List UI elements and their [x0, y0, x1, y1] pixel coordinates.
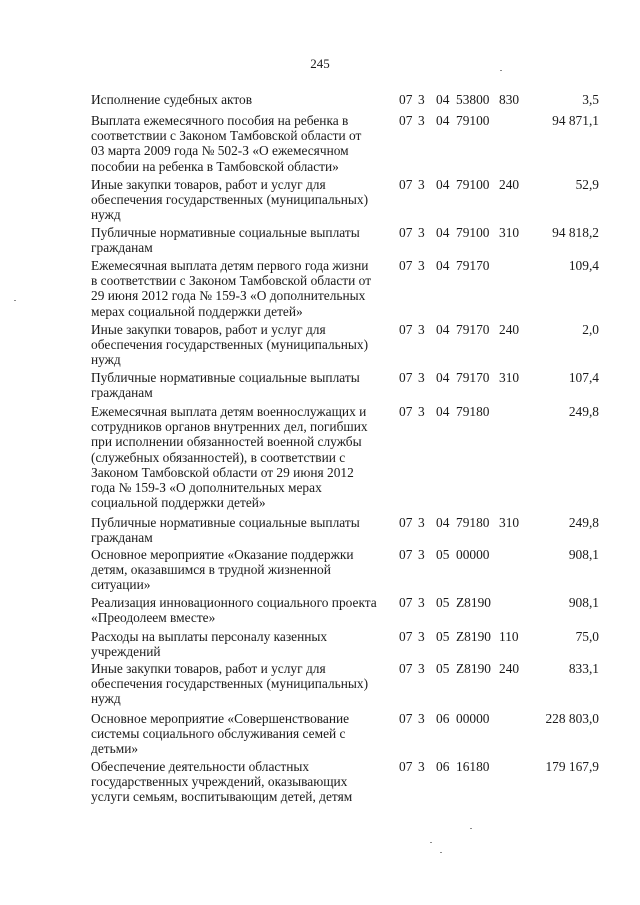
program-code: 04	[436, 258, 450, 273]
subsection-code: 3	[418, 404, 425, 419]
target-code: 79170	[456, 258, 490, 273]
row-description: Иные закупки товаров, работ и услуг для обеспечения государственных (муниципальных) нужд	[91, 177, 369, 223]
row-description: Расходы на выплаты персоналу казенных учреждений	[91, 629, 328, 660]
program-code: 06	[436, 759, 450, 774]
expense-type-code: 110	[499, 629, 519, 644]
row-description: Иные закупки товаров, работ и услуг для обеспечения государственных (муниципальных) нужд	[91, 661, 369, 707]
target-code: 16180	[456, 759, 490, 774]
subsection-code: 3	[418, 595, 425, 610]
amount: 908,1	[568, 547, 599, 562]
program-code: 04	[436, 322, 450, 337]
target-code: 79100	[456, 177, 490, 192]
program-code: 05	[436, 661, 450, 676]
amount: 2,0	[582, 322, 599, 337]
row-description: Ежемесячная выплата детям первого года жизни в соответствии с Законом Тамбовской области от 29 июня 2012 года № 159-З «О дополнительных мерах социальной поддержки детей»	[91, 258, 372, 319]
target-code: Z8190	[456, 595, 491, 610]
subsection-code: 3	[418, 661, 425, 676]
expense-type-code: 830	[499, 92, 520, 107]
program-code: 04	[436, 225, 450, 240]
section-code: 07	[399, 711, 413, 726]
row-description: Обеспечение деятельности областных государственных учреждений, оказывающих услуги семьям, воспитывающим детей, детям	[91, 759, 353, 805]
subsection-code: 3	[418, 759, 425, 774]
scan-speck	[14, 300, 16, 301]
program-code: 04	[436, 177, 450, 192]
row-description: Публичные нормативные социальные выплаты гражданам	[91, 225, 360, 256]
section-code: 07	[399, 661, 413, 676]
program-code: 05	[436, 547, 450, 562]
program-code: 05	[436, 595, 450, 610]
section-code: 07	[399, 258, 413, 273]
section-code: 07	[399, 404, 413, 419]
row-description: Основное мероприятие «Оказание поддержки детям, оказавшимся в трудной жизненной ситуации»	[91, 547, 354, 593]
expense-type-code: 240	[499, 661, 520, 676]
expense-type-code: 310	[499, 225, 520, 240]
subsection-code: 3	[418, 547, 425, 562]
amount: 249,8	[568, 515, 599, 530]
target-code: 79170	[456, 322, 490, 337]
section-code: 07	[399, 92, 413, 107]
subsection-code: 3	[418, 225, 425, 240]
target-code: 79170	[456, 370, 490, 385]
amount: 109,4	[568, 258, 599, 273]
section-code: 07	[399, 595, 413, 610]
subsection-code: 3	[418, 629, 425, 644]
subsection-code: 3	[418, 711, 425, 726]
section-code: 07	[399, 113, 413, 128]
row-description: Публичные нормативные социальные выплаты гражданам	[91, 515, 360, 546]
amount: 249,8	[568, 404, 599, 419]
target-code: 00000	[456, 547, 490, 562]
expense-type-code: 310	[499, 370, 520, 385]
amount: 52,9	[575, 177, 599, 192]
expense-type-code: 240	[499, 177, 520, 192]
target-code: 79180	[456, 404, 490, 419]
expense-type-code: 240	[499, 322, 520, 337]
amount: 94 818,2	[552, 225, 599, 240]
target-code: 53800	[456, 92, 490, 107]
amount: 179 167,9	[545, 759, 599, 774]
program-code: 04	[436, 404, 450, 419]
scan-speck	[500, 70, 502, 71]
subsection-code: 3	[418, 177, 425, 192]
row-description: Публичные нормативные социальные выплаты гражданам	[91, 370, 360, 401]
amount: 3,5	[582, 92, 599, 107]
amount: 75,0	[575, 629, 599, 644]
program-code: 04	[436, 113, 450, 128]
program-code: 06	[436, 711, 450, 726]
row-description: Исполнение судебных актов	[91, 92, 253, 107]
page-number: 245	[310, 56, 330, 71]
amount: 908,1	[568, 595, 599, 610]
subsection-code: 3	[418, 113, 425, 128]
target-code: Z8190	[456, 661, 491, 676]
section-code: 07	[399, 547, 413, 562]
target-code: 79100	[456, 225, 490, 240]
subsection-code: 3	[418, 322, 425, 337]
scan-speck	[470, 828, 472, 829]
section-code: 07	[399, 322, 413, 337]
subsection-code: 3	[418, 92, 425, 107]
program-code: 05	[436, 629, 450, 644]
row-description: Основное мероприятие «Совершенствование системы социального обслуживания семей с детьми»	[91, 711, 350, 757]
section-code: 07	[399, 177, 413, 192]
scan-speck	[430, 842, 432, 843]
amount: 94 871,1	[552, 113, 599, 128]
subsection-code: 3	[418, 370, 425, 385]
target-code: Z8190	[456, 629, 491, 644]
subsection-code: 3	[418, 258, 425, 273]
amount: 228 803,0	[545, 711, 599, 726]
amount: 107,4	[568, 370, 599, 385]
target-code: 79180	[456, 515, 490, 530]
program-code: 04	[436, 370, 450, 385]
target-code: 79100	[456, 113, 490, 128]
row-description: Иные закупки товаров, работ и услуг для обеспечения государственных (муниципальных) нужд	[91, 322, 369, 368]
section-code: 07	[399, 629, 413, 644]
section-code: 07	[399, 759, 413, 774]
row-description: Реализация инновационного социального проекта «Преодолеем вместе»	[91, 595, 377, 626]
section-code: 07	[399, 370, 413, 385]
scan-speck	[440, 852, 442, 853]
amount: 833,1	[568, 661, 599, 676]
row-description: Ежемесячная выплата детям военнослужащих и сотрудников органов внутренних дел, погибших при исполнении обязанностей военной службы (служебных обязанностей), в соответствии с Законом Тамбовской области от 29 июня 2012 года № 159-З «О дополнительных мерах социальной поддержки детей»	[91, 404, 368, 511]
program-code: 04	[436, 92, 450, 107]
section-code: 07	[399, 225, 413, 240]
row-description: Выплата ежемесячного пособия на ребенка в соответствии с Законом Тамбовской области от 03 марта 2009 года № 502-З «О ежемесячном пособии на ребенка в Тамбовской области»	[91, 113, 362, 174]
expense-type-code: 310	[499, 515, 520, 530]
subsection-code: 3	[418, 515, 425, 530]
program-code: 04	[436, 515, 450, 530]
target-code: 00000	[456, 711, 490, 726]
section-code: 07	[399, 515, 413, 530]
